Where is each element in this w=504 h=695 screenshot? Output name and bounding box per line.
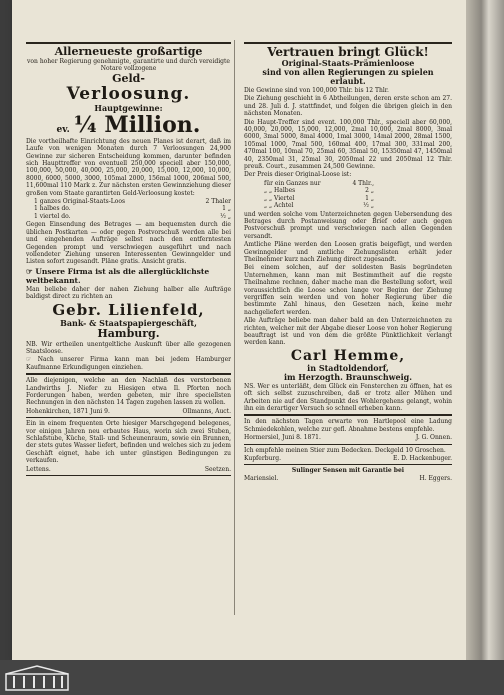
premium-body-3: Die Haupt-Treffer sind event. 100,000 Thlr., speciell aber 60,000, 40,000, 20,000, 15,000, 12,000, 2mal 10,000, 2mal 8000, 3mal 6000, 3mal 5000, 8mal 4000, 1mal 3000, 14mal 2000, 28mal 1500, 105mal 1000, 7mal 500, 160mal 400, 17mal 300, 331mal 200, 470mal 100, 10mal 70, 25mal 60, 35mal 50, 15350mal 47, 1450mal 40, 2350mal 31, 25mal 30, 2050mal 22 und 2050mal 12 Thlr. preuß. Court., zusammen 24,500 Gewinne. <box>244 118 452 171</box>
coal-notice: In den nächsten Tagen erwarte von Hartlepool eine Ladung Schmiedekohlen, welche zur gefl. Abnahme bestens empfehle. <box>244 418 452 433</box>
scythe-place: Mariensiel. <box>244 474 279 482</box>
firm-city: Hamburg. <box>97 326 160 340</box>
rule <box>26 42 231 44</box>
firm-name: Gebr. Lilienfeld, <box>52 300 205 319</box>
bull-place: Kupferburg. <box>244 455 282 463</box>
estate-place: Hohenkirchen, 1871 Juni 9. <box>26 407 110 415</box>
premium-body-1: Die Gewinne sind von 100,000 Thlr. bis 12 Thlr. <box>244 87 389 94</box>
rule <box>26 417 231 418</box>
premium-body-5: und werden solche vom Unterzeichneten gegen Uebersendung des Betrages durch Postanweisung oder Brief oder auch gegen Postvorschuß prompt und verschwiegen nach allen Gegenden versandt. <box>244 210 452 240</box>
premium-sub-2: sind von allen Regierungen zu spielen erlaubt. <box>262 67 434 86</box>
price-row: „ „ Halbes 2 „ <box>264 187 374 195</box>
hemme-city: im Herzogth. Braunschweig. <box>283 371 413 382</box>
rule <box>244 42 452 44</box>
viewer-footer <box>0 660 504 695</box>
verloosung-heading: Verloosung. <box>66 83 191 104</box>
column-divider <box>234 40 235 615</box>
rule <box>26 373 231 375</box>
ev-label: ev. <box>56 124 70 135</box>
amount-heading: ¼ Million. <box>73 111 201 138</box>
lottery-body: Die vortheilhafte Einrichtung des neuen Planes ist derart, daß im Laufe von wenigen Monaten durch 7 Verloosungen 24,900 Gewinne zur sicheren Entscheidung kommen, darunter befinden sich Haupttreffer von eventuell 250,000 speciell aber 150,000, 100,000, 50,000, 40,000, 25,000, 20,000, 15,000, 12,000, 10,000, 8000, 6000, 5000, 3000, 105mal 2000, 156mal 1000, 206mal 500, 11,600mal 110 Mark z. Zur nächsten ersten Gewinnziehung dieser großen vom Staate garantirten Geld-Verloosung kostet: <box>26 137 231 197</box>
price-row: 1 halbes do. 1 „ <box>34 205 231 213</box>
lottery-body-2: Gegen Einsendung des Betrages — am bequemsten durch die üblichen Postkarten — oder gegen Postvorschuß werden alle bei und eingehenden Aufträge selbst nach den entferntesten Gegenden prompt und verschwiegen ausgeführt und nach vollendeter Ziehung unseren Interessenten Gewinngelder und Listen sofort zugesandt. Pläne gratis. Ansicht gratis. <box>26 221 231 266</box>
hemme-sub: in Stadtoldendorf, <box>307 362 389 373</box>
house-sign: Seetzen. <box>204 465 231 473</box>
firm-nb: NB. Wir ertheilen unentgeltliche Auskunft über alle gezogenen Staatsloose. <box>26 340 231 355</box>
price-row: für ein Ganzes nur 4 Thlr., <box>264 179 374 187</box>
price-row: 1 viertel do. ½ „ <box>34 212 231 220</box>
hemme-nb: NS. Wer es unterläßt, dem Glück ein Fensterchen zu öffnen, hat es oft sich selbst zuzuschreiben, daß er trotz aller Mühen und Arbeiten nie auf den Standpunkt des Wohlergehens gelangt, wohin ihn ein derartiger Versuch so schnell erheben kann. <box>244 382 452 413</box>
premium-sub-1: Original-Staats-Prämienloose <box>281 58 415 68</box>
premium-price-list <box>244 180 374 210</box>
premium-body-6: Amtliche Pläne werden den Loosen gratis beigefügt, und werden Gewinngelder und amtliche Ziehungslisten erhält jeder Theilnehmer kurz nach Ziehung direct zugesandt. <box>244 241 452 263</box>
premium-body-4: Der Preis dieser Original-Loose ist: <box>244 171 352 179</box>
lottery-intro: von hoher Regierung genehmigte, garantirte und durch vereidigte Notare vollzogene <box>27 58 230 73</box>
hauptgewinne-heading: Hauptgewinne: <box>94 102 163 113</box>
estate-sign: Ollmanns, Auct. <box>182 407 231 415</box>
bull-sign: E. D. Hackenbuger. <box>392 455 452 463</box>
price-row: 1 ganzes Original-Staats-Loos 2 Thaler <box>34 198 231 206</box>
coal-sign: J. G. Onnen. <box>415 434 452 442</box>
coal-place: Hormersiel, Juni 8. 1871. <box>244 434 321 442</box>
bull-notice: Ich empfehle meinen Stier zum Bedecken. Deckgeld 10 Groschen. <box>244 446 446 454</box>
rule <box>244 414 452 416</box>
page-edge <box>466 0 504 660</box>
price-row: „ „ Achtel ½ „ <box>264 202 374 210</box>
right-column <box>244 40 452 482</box>
premium-body-7: Bei einem solchen, auf der solidesten Basis begründeten Unternehmen, kann man mit Bestimmtheit auf die regste Theilnahme rechnen, daher mache man die Bestellung sofort, weil voraussichtlich die Loose schon lange vor Beginn der Ziehung vergriffen sein werden und von hoher Regierung über die bestimmte Zahl hinaus, den Gesetzen nach, keine mehr nachgeliefert werden. <box>244 264 452 316</box>
price-list <box>26 198 231 220</box>
geld-heading: Geld- <box>112 71 145 85</box>
rule <box>244 464 452 465</box>
library-logo-icon <box>4 664 70 692</box>
hemme-name: Carl Hemme, <box>290 347 406 364</box>
firm-sub: Bank- & Staatspapiergeschäft, <box>60 317 197 328</box>
scythe-sign: H. Eggers. <box>419 474 452 482</box>
estate-notice: Alle diejenigen, welche an den Nachlaß des verstorbenen Landwirths J. Niefer zu Hiesigen etwa Il. Pforten noch Forderungen haben, werden gebeten, mir ihre speciellsten Rechnungen in den nächsten 14 Tagen zugehen lassen zu wollen. <box>26 377 231 407</box>
firm-headline: ☞ Unsere Firma ist als die allerglücklichste weltbekannt. <box>26 266 210 285</box>
left-column <box>26 40 231 478</box>
house-place: Lettens. <box>26 465 51 473</box>
premium-body-8: Alle Aufträge beliebe man daher bald an den Unterzeichneten zu richten, welcher mit der Abgabe dieser Loose von hoher Regierung beauftragt ist und von dem die größte Pünktlichkeit verlangt werden kann. <box>244 317 452 347</box>
lottery-body-3: Man beliebe daher der nahen Ziehung halber alle Aufträge baldigst direct zu richten an <box>26 285 231 301</box>
newspaper-page <box>12 0 466 660</box>
price-row: „ „ Viertel 1 „ <box>264 194 374 202</box>
firm-nb-2: ☞ Nach unserer Firma kann man bei jedem Hamburger Kaufmanne Erkundigungen einziehen. <box>26 356 231 371</box>
premium-body-2: Die Ziehung geschieht in 6 Abtheilungen, deren erste schon am 27. und 28. Juli d. J. stattfindet, und folgen die übrigen gleich in den nächsten Monaten. <box>244 95 452 118</box>
premium-title: Vertrauen bringt Glück! <box>267 45 429 59</box>
house-sale-notice: Ein in einem frequenten Orte hiesiger Marschgegend belegenes, vor einigen Jahren neu erbautes Haus, worin sich zwei Stuben, Schlafstube, Küche, Stall- und Scheunenraum, sowie ein Brunnen, der stets gutes Wasser liefert, befinden und welches sich zu jedem Geschäft eignet, habe ich unter günstigen Bedingungen zu verkaufen. <box>26 420 231 465</box>
lottery-title: Allerneueste großartige <box>54 45 203 58</box>
rule <box>244 444 452 445</box>
rule <box>26 475 231 476</box>
scythe-notice: Sulinger Sensen mit Garantie bei <box>291 467 405 475</box>
